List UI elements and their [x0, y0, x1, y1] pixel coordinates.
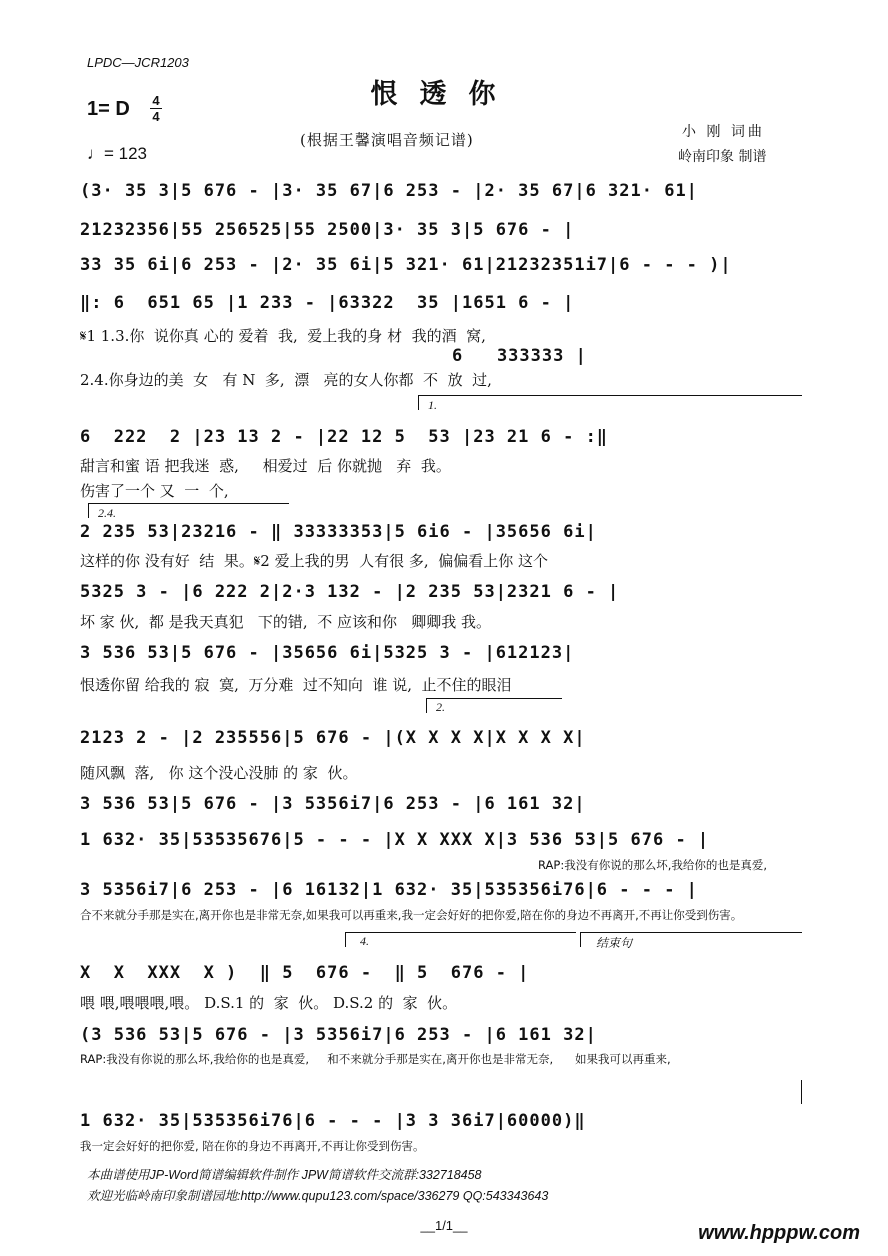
coda-label: 结束句 [596, 936, 633, 950]
footer-contact: 欢迎光临岭南印象制谱园地:http://www.qupu123.com/space/336279 QQ:543343643 [87, 1189, 549, 1203]
time-signature-top: 4 [152, 93, 160, 108]
page-number: __1/1__ [420, 1218, 468, 1233]
volta-label-2: 2.4. [98, 506, 116, 520]
notation-line-14: (3 536 53|5 676 - |3 5356i7|6 253 - |6 161 32| [80, 1025, 597, 1045]
volta-bracket-1 [418, 395, 802, 410]
notation-line-7: 5325 3 - |6 222 2|2·3 132 - |2 235 53|2321 6 - | [80, 582, 620, 602]
rap-line-3: RAP:我没有你说的那么坏,我给你的也是真爱, 和不来就分手那是实在,离开你也是非常无奈, 如果我可以再重来, [80, 1052, 671, 1066]
volta-bracket-3 [426, 698, 562, 713]
rap-line-1: RAP:我没有你说的那么坏,我给你的也是真爱, [538, 858, 768, 872]
notation-line-4: ‖: 6 651 65 |1 233 - |63322 35 |1651 6 - | [80, 293, 575, 313]
key-signature: 1= D [87, 98, 130, 120]
notation-line-1: (3· 35 3|5 676 - |3· 35 67|6 253 - |2· 35 67|6 321· 61| [80, 181, 698, 201]
notation-line-11: 1 632· 35|53535676|5 - - - |X X XXX X|3 536 53|5 676 - | [80, 830, 710, 850]
time-signature [150, 94, 162, 123]
notation-line-9: 2123 2 - |2 235556|5 676 - |(X X X X|X X X X| [80, 728, 586, 748]
notation-line-3: 33 35 6i|6 253 - |2· 35 6i|5 321· 61|21232351i7|6 - - - )| [80, 255, 732, 275]
volta-label-3: 2. [436, 700, 445, 714]
score-code: LPDC—JCR1203 [87, 55, 189, 70]
song-title: 恨透你 [370, 79, 518, 110]
notation-line-8: 3 536 53|5 676 - |35656 6i|5325 3 - |612123| [80, 643, 575, 663]
subtitle: (根据王馨演唱音频记谱) [300, 131, 474, 149]
notation-alt-line: 6 333333 | [452, 346, 587, 366]
lyric-line-8: 恨透你留 给我的 寂 寞, 万分难 过不知向 谁 说, 止不住的眼泪 [80, 676, 512, 694]
notation-line-12: 3 5356i7|6 253 - |6 16132|1 632· 35|535356i76|6 - - - | [80, 880, 698, 900]
credit-lyrics-music: 小 刚 词曲 [682, 124, 765, 140]
time-signature-bottom: 4 [152, 109, 160, 124]
lyric-line-5b: 伤害了一个 又 一 个, [80, 482, 229, 500]
rap-line-2: 合不来就分手那是实在,离开你也是非常无奈,如果我可以再重来,我一定会好好的把你爱,陪在你的身边不再离开,不再让你受到伤害。 [80, 908, 743, 922]
volta-bracket-4 [345, 932, 576, 947]
notation-line-5: 6 222 2 |23 13 2 - |22 12 5 53 |23 21 6 - :‖ [80, 427, 609, 447]
notation-line-15: 1 632· 35|535356i76|6 - - - |3 3 36i7|60000)‖ [80, 1111, 586, 1131]
tempo-marking: ♩= 123 [87, 144, 148, 163]
system-bar [801, 1080, 802, 1104]
notation-line-10: 3 536 53|5 676 - |3 5356i7|6 253 - |6 161 32| [80, 794, 586, 814]
volta-label-4: 4. [360, 934, 369, 948]
notation-line-13: X X XXX X ) ‖ 5 676 - ‖ 5 676 - | [80, 963, 530, 983]
notation-line-6: 2 235 53|23216 - ‖ 33333353|5 6i6 - |35656 6i| [80, 522, 597, 542]
lyric-line-7: 坏 家 伙, 都 是我天真犯 下的错, 不 应该和你 卿卿我 我。 [80, 613, 492, 631]
lyric-line-9: 随风飘 落, 你 这个没心没肺 的 家 伙。 [80, 764, 358, 782]
lyric-line-6: 这样的你 没有好 结 果。𝄋2 爱上我的男 人有很 多, 偏偏看上你 这个 [80, 552, 548, 570]
credit-arranger: 岭南印象 制谱 [678, 149, 767, 165]
lyric-line-13: 喂 喂,喂喂喂,喂。 D.S.1 的 家 伙。 D.S.2 的 家 伙。 [80, 994, 458, 1012]
footer-software: 本曲谱使用JP-Word简谱编辑软件制作 JPW简谱软件交流群:332718458 [87, 1168, 482, 1182]
lyric-line-verse-2: 2.4.你身边的美 女 有 N 多, 漂 亮的女人你都 不 放 过, [80, 371, 492, 389]
lyric-line-verse-1: 𝄋1 1.3.你 说你真 心的 爱着 我, 爱上我的身 材 我的酒 窝, [80, 327, 486, 345]
rap-line-4: 我一定会好好的把你爱, 陪在你的身边不再离开,不再让你受到伤害。 [80, 1139, 425, 1153]
notation-line-2: 21232356|55 256525|55 2500|3· 35 3|5 676 - | [80, 220, 575, 240]
lyric-line-5: 甜言和蜜 语 把我迷 惑, 相爱过 后 你就抛 弃 我。 [80, 457, 451, 475]
volta-bracket-2 [88, 503, 289, 518]
volta-label-1: 1. [428, 398, 437, 412]
website-watermark: www.hpppw.com [698, 1222, 860, 1244]
